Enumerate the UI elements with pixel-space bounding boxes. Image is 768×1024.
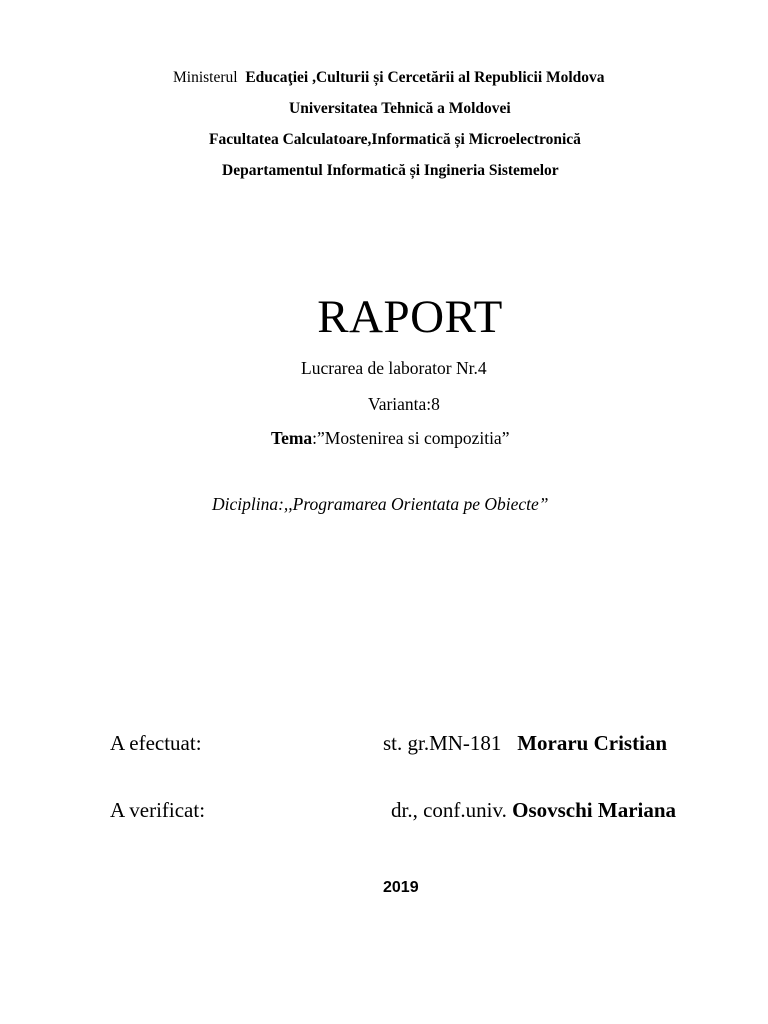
ministry-name: Educaţiei ,Culturii și Cercetării al Republicii Moldova bbox=[245, 69, 605, 86]
student-name: Moraru Cristian bbox=[517, 731, 668, 755]
student-group: st. gr.MN-181 bbox=[383, 731, 502, 755]
theme-label: Tema bbox=[271, 428, 313, 448]
lab-number: Lucrarea de laborator Nr.4 bbox=[301, 358, 487, 378]
performed-value bbox=[383, 733, 667, 754]
year: 2019 bbox=[383, 879, 419, 896]
teacher-name: Osovschi Mariana bbox=[512, 798, 677, 822]
department-line: Departamentul Informatică și Ingineria Sistemelor bbox=[222, 162, 559, 179]
discipline-line: Diciplina:,,Programarea Orientata pe Obiecte” bbox=[212, 494, 549, 514]
ministry-line bbox=[173, 70, 605, 86]
checked-label: A verificat: bbox=[110, 798, 206, 822]
checked-value bbox=[391, 800, 676, 821]
variant-number: Varianta:8 bbox=[368, 394, 440, 414]
theme-value: :”Mostenirea si compozitia” bbox=[312, 428, 510, 448]
teacher-title: dr., conf.univ. bbox=[391, 798, 507, 822]
faculty-line: Facultatea Calculatoare,Informatică și Microelectronică bbox=[209, 131, 581, 148]
ministry-prefix: Ministerul bbox=[173, 69, 238, 86]
university-line: Universitatea Tehnică a Moldovei bbox=[289, 100, 511, 117]
theme-line bbox=[271, 430, 509, 448]
performed-label: A efectuat: bbox=[110, 731, 202, 755]
report-title: RAPORT bbox=[317, 291, 503, 343]
